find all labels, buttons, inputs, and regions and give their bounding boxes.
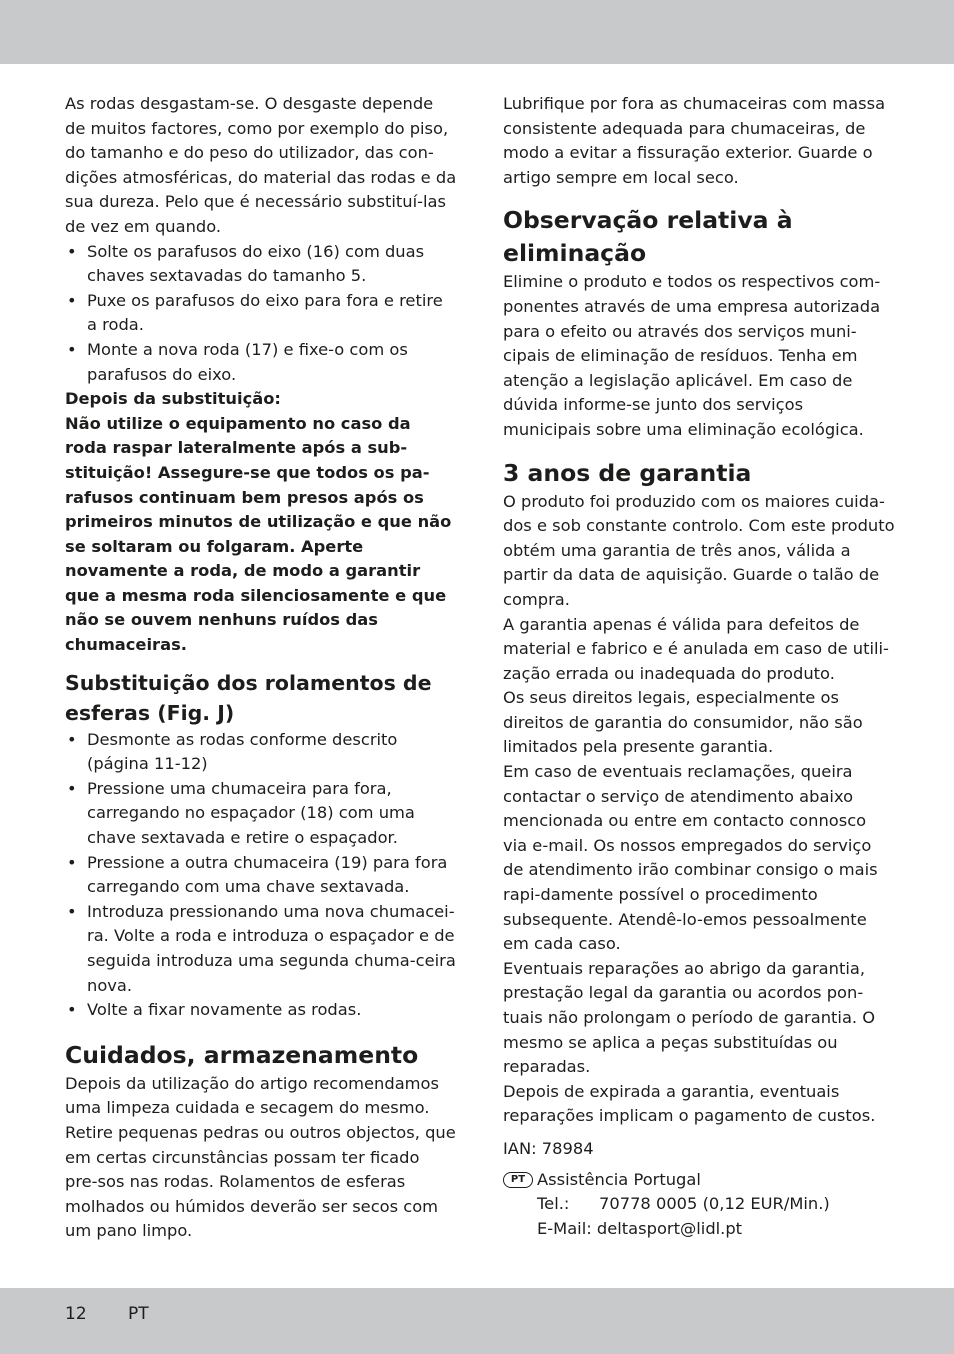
care-continued-text: Lubrifique por fora as chumaceiras com massa consistente adequada para chumaceiras, de modo a evitar a fissuração exterior. Guarde o artigo sempre em local seco. xyxy=(503,94,886,187)
list-item: • Pressione a outra chumaceira (19) para fora carregando com uma chave sextavada. xyxy=(65,851,457,900)
warranty-heading: 3 anos de garantia xyxy=(503,458,752,487)
phone-label: Tel.: xyxy=(537,1194,570,1214)
bearings-heading: Substituição dos rolamentos de esferas (Fig. J) xyxy=(65,670,432,725)
list-item: • Puxe os parafusos do eixo para fora e retire a roda. xyxy=(65,289,457,338)
disposal-heading: Observação relativa à eliminação xyxy=(503,206,793,268)
list-item: • Volte a fixar novamente as rodas. xyxy=(65,998,457,1023)
warranty-paragraph: A garantia apenas é válida para defeitos de material e fabrico e é anulada em caso de utili-zação errada ou inadequada do produto. xyxy=(503,614,889,683)
right-column xyxy=(503,92,895,1241)
left-column xyxy=(65,92,457,1244)
warranty-paragraph: O produto foi produzido com os maiores cuida-dos e sob constante controlo. Com este produto obtém uma garantia de três anos, válida a partir da data de aquisição. Guarde o talão de compra. xyxy=(503,491,895,609)
language-code: PT xyxy=(128,1304,149,1324)
warranty-paragraph: Depois de expirada a garantia, eventuais reparações implicam o pagamento de custos. xyxy=(503,1081,876,1126)
phone-value: 70778 0005 (0,12 EUR/Min.) xyxy=(599,1194,830,1214)
header-band xyxy=(0,0,954,64)
list-item: • Solte os parafusos do eixo (16) com duas chaves sextavadas do tamanho 5. xyxy=(65,240,457,289)
after-replacement-heading: Depois da substituição: xyxy=(65,389,281,409)
page-number: 12 xyxy=(65,1304,87,1324)
country-badge-icon: PT xyxy=(503,1172,533,1188)
warranty-paragraph: Eventuais reparações ao abrigo da garantia, prestação legal da garantia ou acordos pon-tuais não prolongam o período de garantia. O mesmo se aplica a peças substituídas ou reparadas. xyxy=(503,958,876,1077)
warranty-paragraph: Os seus direitos legais, especialmente os direitos de garantia do consumidor, não são limitados pela presente garantia. xyxy=(503,688,863,757)
service-phone xyxy=(537,1192,895,1217)
warranty-paragraph: Em caso de eventuais reclamações, queira contactar o serviço de atendimento abaixo mencionada ou entre em contacto connosco via e-mail. Os nossos empregados do serviço de atendimento irão combinar consigo o mais rapi-damente possível o procedimento subsequente. Atendê-lo-emos pessoalmente em cada caso. xyxy=(503,762,878,954)
service-email[interactable]: E-Mail: deltasport@lidl.pt xyxy=(537,1218,743,1238)
service-name: Assistência Portugal xyxy=(537,1169,701,1189)
wheels-steps-list xyxy=(65,240,457,388)
list-item: • Desmonte as rodas conforme descrito (página 11-12) xyxy=(65,728,457,777)
disposal-text: Elimine o produto e todos os respectivos com-ponentes através de uma empresa autorizada para o efeito ou através dos serviços muni-cipais de eliminação de resíduos. Tenha em atenção a legislação aplicável. Em caso de dúvida informe-se junto dos serviços municipais sobre uma eliminação ecológica. xyxy=(503,272,881,439)
list-item: • Pressione uma chumaceira para fora, carregando no espaçador (18) com uma chave sextavada e retire o espaçador. xyxy=(65,777,457,851)
after-replacement-warning: Não utilize o equipamento no caso da roda raspar lateralmente após a sub-stituição! Assegure-se que todos os pa-rafusos continuam bem presos após os primeiros minutos de utilização e que não se soltaram ou folgaram. Aperte novamente a roda, de modo a garantir que a mesma roda silenciosamente e que não se ouvem nenhuns ruídos das chumaceiras. xyxy=(65,413,452,655)
ian-number: IAN: 78984 xyxy=(503,1138,594,1158)
list-item: • Monte a nova roda (17) e fixe-o com os parafusos do eixo. xyxy=(65,338,457,387)
list-item: • Introduza pressionando uma nova chumacei-ra. Volte a roda e introduza o espaçador e de seguida introduza uma segunda chuma-ceira nova. xyxy=(65,900,457,998)
care-heading: Cuidados, armazenamento xyxy=(65,1040,419,1069)
service-contact xyxy=(503,1168,895,1242)
wheels-intro: As rodas desgastam-se. O desgaste depende de muitos factores, como por exemplo do piso, do tamanho e do peso do utilizador, das con-dições atmosféricas, do material das rodas e da sua dureza. Pelo que é necessário substituí-las de vez em quando. xyxy=(65,94,457,236)
bearings-steps-list xyxy=(65,728,457,1023)
care-text: Depois da utilização do artigo recomendamos uma limpeza cuidada e secagem do mesmo. Retire pequenas pedras ou outros objectos, que em certas circunstâncias possam ter ficado pre-sos nas rodas. Rolamentos de esferas molhados ou húmidos deverão ser secos com um pano limpo. xyxy=(65,1073,456,1241)
